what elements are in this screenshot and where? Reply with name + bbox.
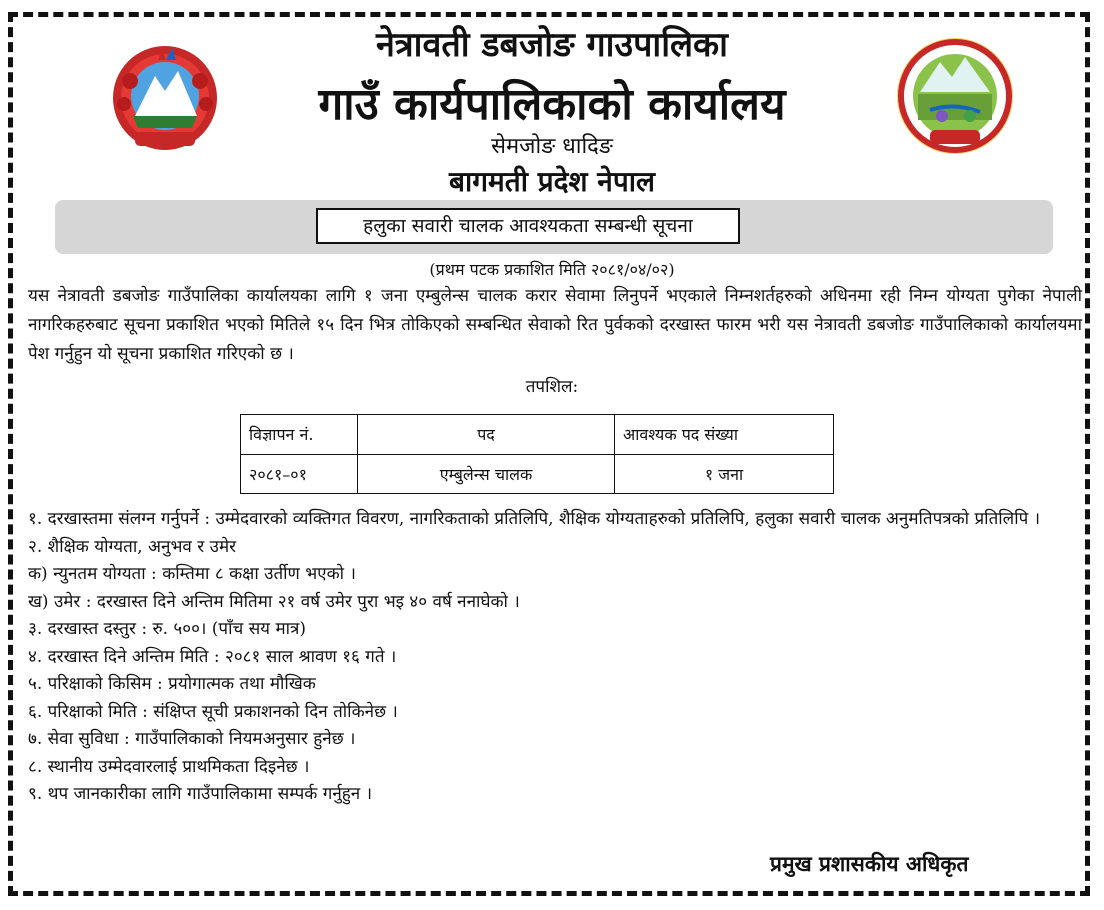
table-header-row [241, 415, 834, 455]
condition-item: क) न्युनतम योग्यता : कम्तिमा ८ कक्षा उर्तीण भएको । [28, 564, 356, 584]
condition-item: ९. थप जानकारीका लागि गाउँपालिकामा सम्पर्क गर्नुहुन । [28, 784, 373, 804]
conditions-list [28, 506, 1082, 809]
office-location: सेमजोङ धादिङ [491, 134, 613, 159]
table-row [241, 454, 834, 494]
cell-post: एम्बुलेन्स चालक [358, 454, 615, 494]
municipality-name: नेत्रावती डबजोङ गाउपालिका [376, 25, 728, 65]
details-label: तपशिल: [525, 377, 579, 397]
condition-item: ख) उमेर : दरखास्त दिने अन्तिम मितिमा २१ वर्ष उमेर पुरा भइ ४० वर्ष ननाघेको । [28, 591, 520, 612]
condition-item: ५. परिक्षाको किसिम : प्रयोगात्मक तथा मौखिक [28, 674, 316, 694]
column-header-post: पद [358, 415, 615, 455]
office-name: गाउँ कार्यपालिकाको कार्यालय [318, 79, 786, 130]
condition-item: १. दरखास्तमा संलग्न गर्नुपर्ने : उम्मेदवारको व्यक्तिगत विवरण, नागरिकताको प्रतिलिपि, शैक्षिक योग्यताहरुको प्रतिलिपि, हलुका सवारी चालक अनुमतिपत्रको प्रतिलिपि । [28, 509, 1041, 529]
column-header-post-count: आवश्यक पद संख्या [615, 415, 834, 455]
notice-paragraph: यस नेत्रावती डबजोङ गाउँपालिका कार्यालयका लागि १ जना एम्बुलेन्स चालक करार सेवामा लिनुपर्ने भएकाले निम्नशर्तहरुको अधिनमा रही निम्न योग्यता पुगेका नेपाली नागरिकहरुबाट सूचना प्रकाशित भएको मितिले १५ दिन भित्र तोकिएको सम्बन्धित सेवाको रित पुर्वकको दरखास्त फारम भरी यस नेत्रावती डबजोङ गाउँपालिकाको कार्यालयमा पेश गर्नुहुन यो सूचना प्रकाशित गरिएको छ । [28, 286, 1082, 364]
condition-item: ६. परिक्षाको मिति : संक्षिप्त सूची प्रकाशनको दिन तोकिनेछ । [28, 701, 398, 722]
notice-title: हलुका सवारी चालक आवश्यकता सम्बन्धी सूचना [316, 208, 740, 244]
publication-date: (प्रथम पटक प्रकाशित मिति २०८१/०४/०२) [429, 260, 675, 279]
condition-item: ७. सेवा सुविधा : गाउँपालिकाको नियमअनुसार हुनेछ । [28, 729, 356, 749]
condition-item: २. शैक्षिक योग्यता, अनुभव र उमेर [28, 536, 237, 557]
province-country: बागमती प्रदेश नेपाल [449, 165, 655, 198]
column-header-ad-number: विज्ञापन नं. [241, 415, 358, 455]
cell-post-count: १ जना [615, 454, 834, 494]
condition-item: ४. दरखास्त दिने अन्तिम मिति : २०८१ साल श्रावण १६ गते । [28, 646, 397, 667]
cell-ad-number: २०८१–०१ [241, 454, 358, 494]
vacancy-table [240, 414, 834, 494]
condition-item: ३. दरखास्त दस्तुर : रु. ५००। (पाँच सय मात्र) [28, 619, 307, 639]
signature-title: प्रमुख प्रशासकीय अधिकृत [770, 851, 969, 876]
condition-item: ८. स्थानीय उम्मेदवारलाई प्राथमिकता दिइनेछ । [28, 756, 310, 777]
